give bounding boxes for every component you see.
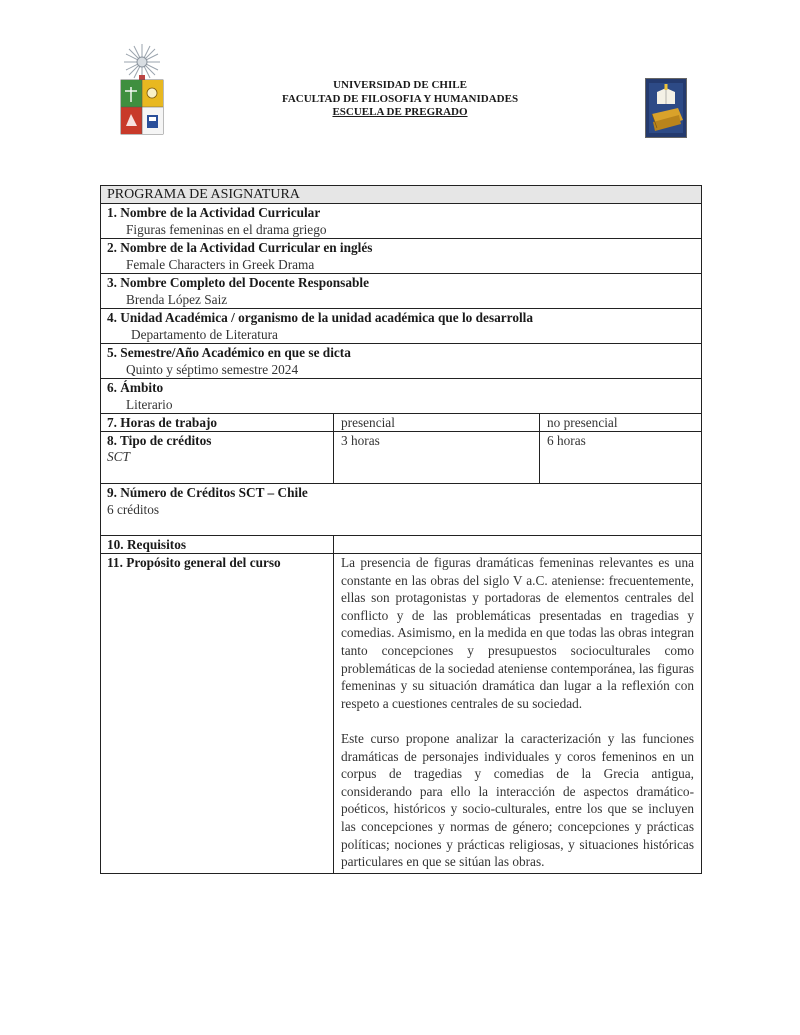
hours-value: 6 horas — [547, 433, 586, 448]
section-label: 8. Tipo de créditos — [107, 433, 212, 448]
table-heading: PROGRAMA DE ASIGNATURA — [101, 186, 702, 204]
section-requirements — [101, 536, 334, 554]
hours-presential-value — [334, 432, 540, 484]
program-table — [100, 185, 702, 874]
section-value: Literario — [126, 397, 173, 412]
purpose-paragraph-1: La presencia de figuras dramáticas femeninas relevantes es una constante en las obras del siglo V a.C. ateniense: frecuentemente, ellas son protagonistas y portadoras de elementos centrales del conflicto y de las problemáticas presentadas en tragedias y comedias. Asimismo, en la medida en que todas las obras integran tanto concepciones y presupuestos socioculturales como problemáticas de la sociedad ateniense contemporánea, las figuras femeninas y su situación dramática dan lugar a la reflexión con respeto a cuestiones centrales de su sociedad. — [341, 555, 695, 711]
section-label: 11. Propósito general del curso — [107, 555, 281, 570]
section-label: 10. Requisitos — [107, 537, 187, 552]
purpose-text — [334, 554, 702, 874]
section-sct-credits — [101, 484, 702, 536]
section-value: Figuras femeninas en el drama griego — [126, 222, 327, 237]
hours-non-presential-header — [540, 414, 702, 432]
section-value: SCT — [107, 449, 130, 464]
section-activity-name — [101, 204, 702, 239]
section-purpose — [101, 554, 334, 874]
institution-header — [250, 79, 550, 120]
section-activity-name-english — [101, 239, 702, 274]
section-value: Quinto y séptimo semestre 2024 — [126, 362, 299, 377]
purpose-paragraph-2: Este curso propone analizar la caracterización y las funciones dramáticas de personajes individuales y coros femeninos en un corpus de tragedias y comedias de la Grecia antigua, considerando para ello la interacción de aspectos dramático-poéticos, históricos y socio-culturales, entre los que se incluyen las concepciones y normas de género; concepciones y prácticas políticas; nociones y prácticas religiosas, y situaciones históricas particulares en que se sitúan las obras. — [341, 730, 695, 870]
university-crest-logo — [113, 42, 171, 138]
faculty-name: FACULTAD DE FILOSOFIA Y HUMANIDADES — [281, 92, 519, 105]
section-scope — [101, 379, 702, 414]
section-value: 6 créditos — [107, 502, 160, 517]
requirements-value — [334, 536, 702, 554]
section-teacher — [101, 274, 702, 309]
section-label: 3. Nombre Completo del Docente Responsable — [107, 275, 369, 290]
column-header: presencial — [341, 415, 395, 430]
column-header: no presencial — [547, 415, 618, 430]
section-label: 7. Horas de trabajo — [107, 415, 218, 430]
section-credit-type — [101, 432, 334, 484]
section-work-hours — [101, 414, 334, 432]
section-label: 6. Ámbito — [107, 380, 164, 395]
section-semester — [101, 344, 702, 379]
university-name: UNIVERSIDAD DE CHILE — [333, 79, 467, 91]
section-label: 2. Nombre de la Actividad Curricular en inglés — [107, 240, 373, 255]
section-label: 1. Nombre de la Actividad Curricular — [107, 205, 321, 220]
hours-non-presential-value — [540, 432, 702, 484]
section-value: Departamento de Literatura — [131, 327, 278, 342]
section-label: 4. Unidad Académica / organismo de la unidad académica que lo desarrolla — [107, 310, 534, 325]
school-name: ESCUELA DE PREGRADO — [332, 106, 468, 118]
section-label: 5. Semestre/Año Académico en que se dicta — [107, 345, 351, 360]
section-academic-unit — [101, 309, 702, 344]
section-label: 9. Número de Créditos SCT – Chile — [107, 485, 308, 500]
faculty-emblem-logo — [645, 78, 687, 138]
hours-value: 3 horas — [341, 433, 380, 448]
section-value: Brenda López Saiz — [126, 292, 228, 307]
section-value: Female Characters in Greek Drama — [126, 257, 315, 272]
hours-presential-header — [334, 414, 540, 432]
